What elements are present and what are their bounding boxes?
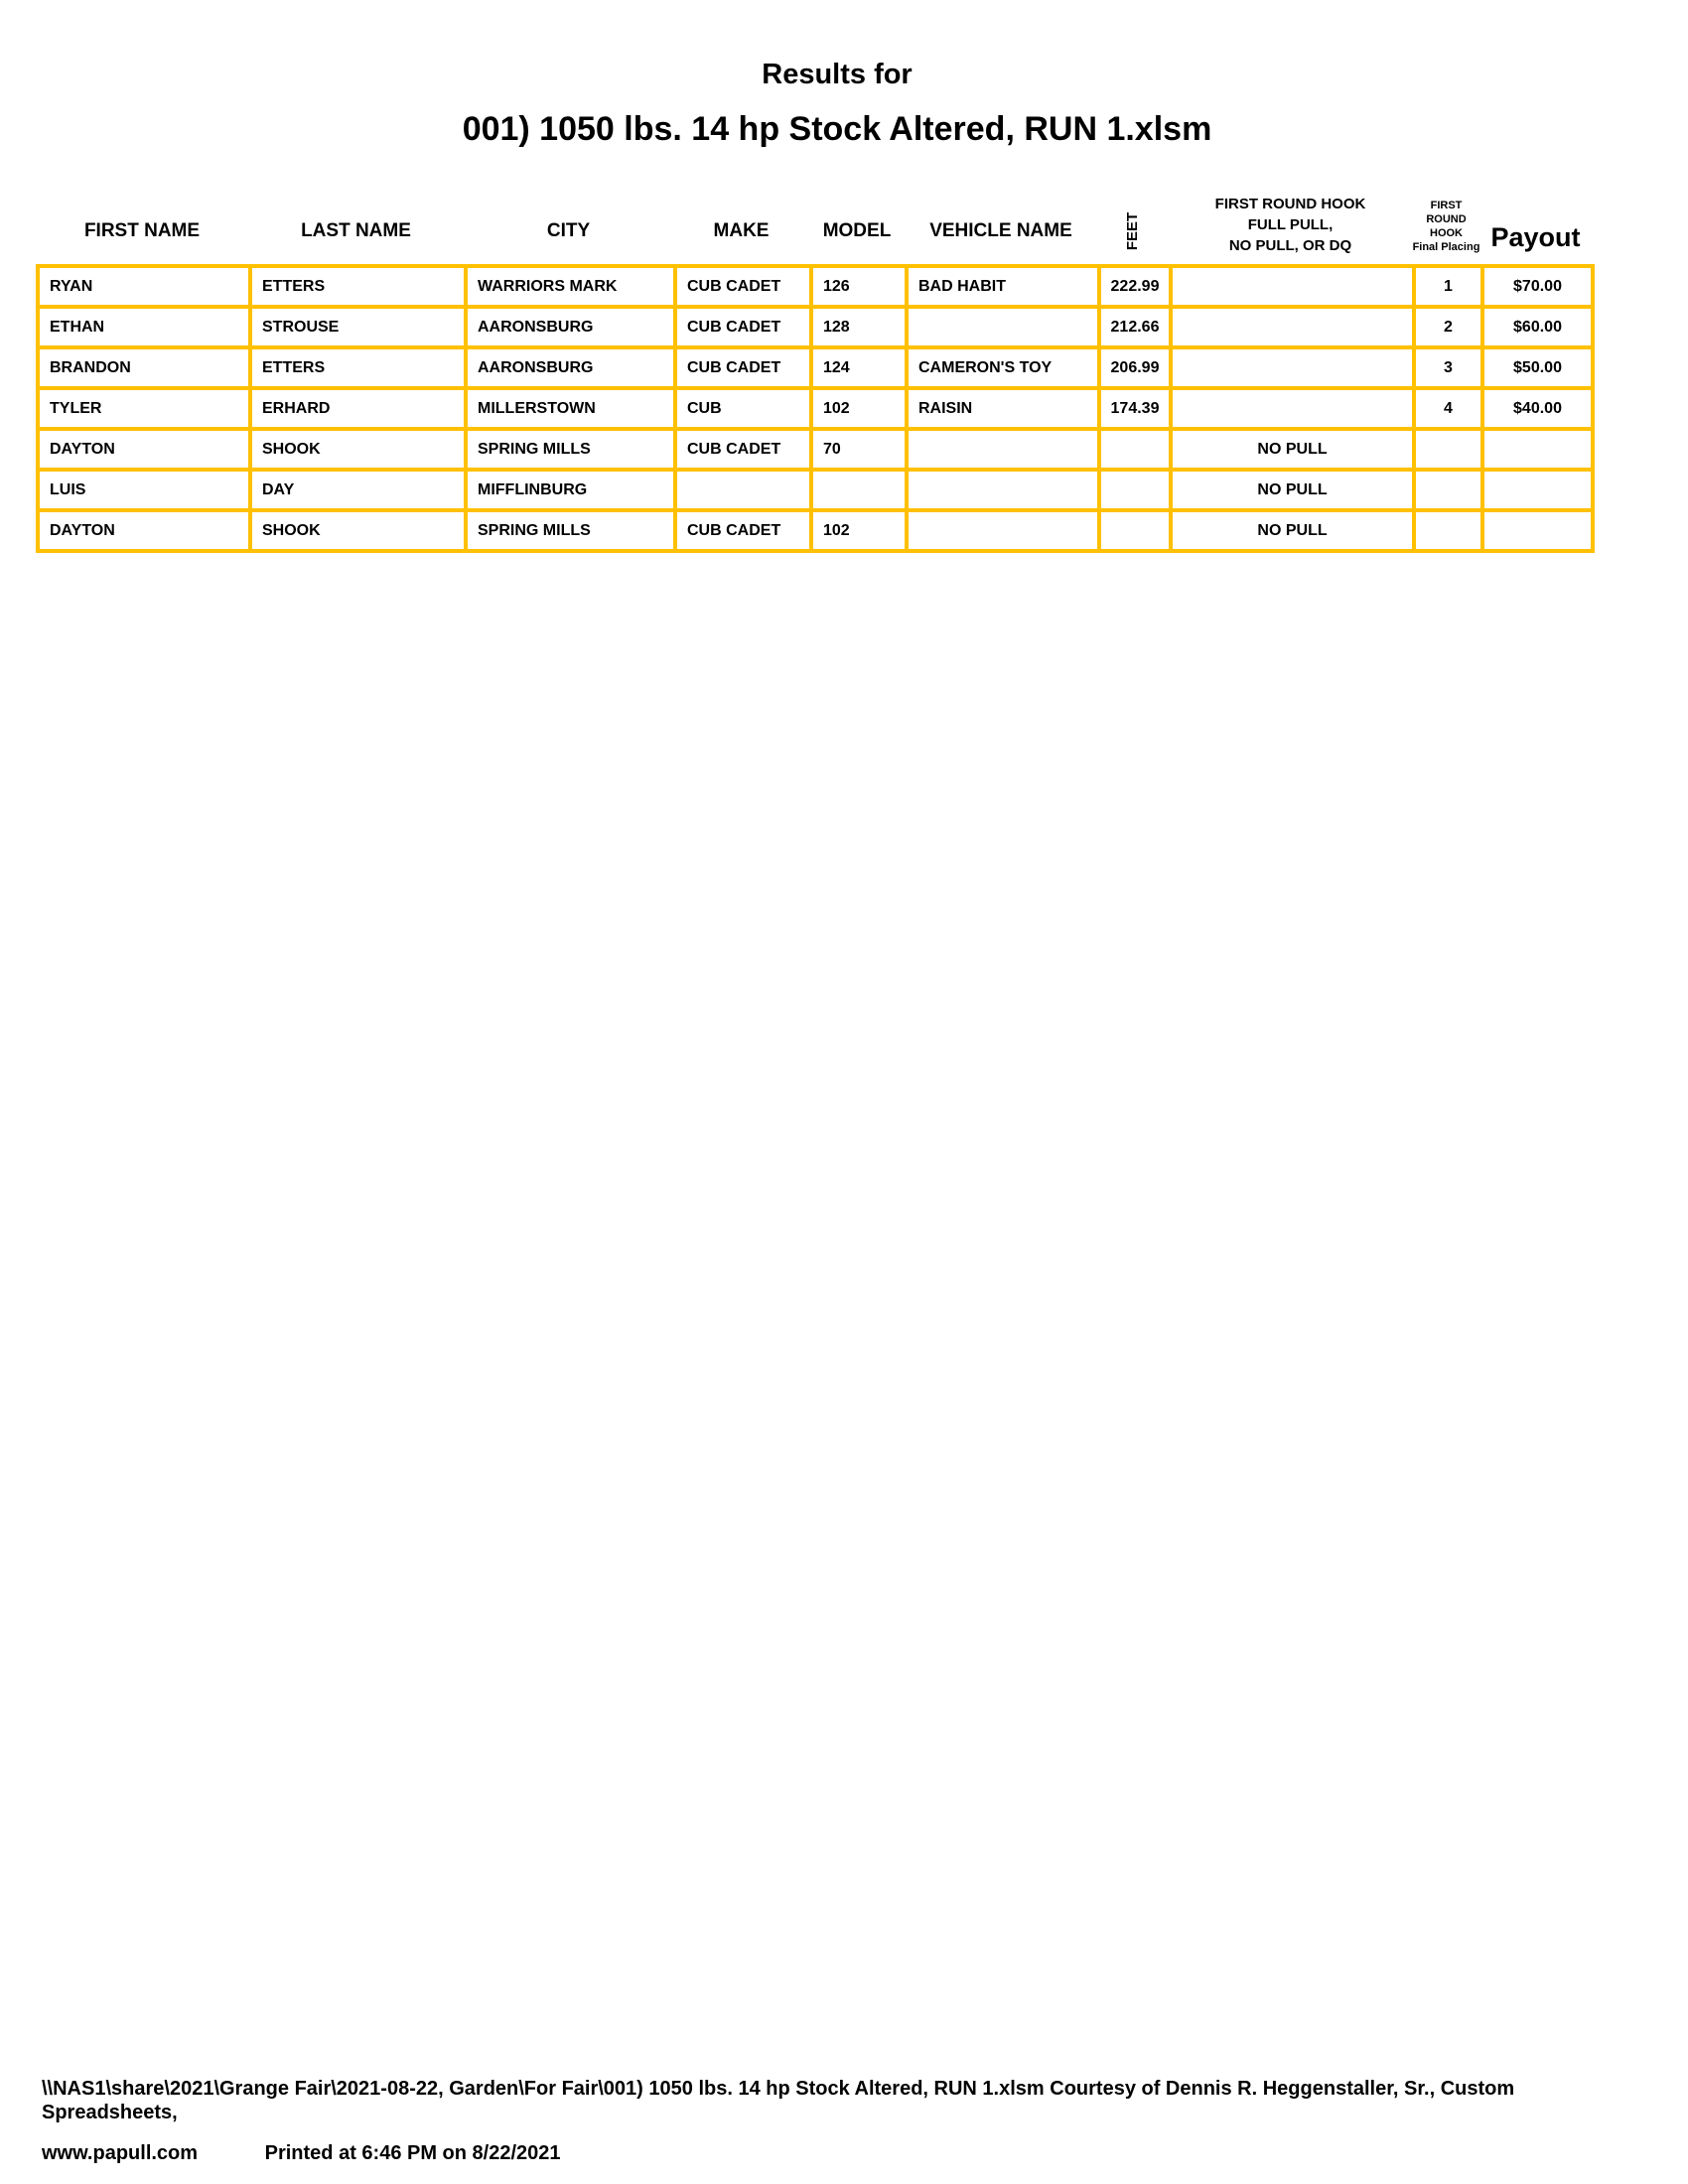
cell-feet (1099, 429, 1171, 470)
cell-first-name: DAYTON (38, 429, 250, 470)
cell-first-name: ETHAN (38, 307, 250, 347)
cell-hook-result: NO PULL (1171, 429, 1414, 470)
cell-model: 124 (811, 347, 907, 388)
cell-make: CUB CADET (675, 266, 811, 307)
table-row (38, 307, 1593, 347)
cell-first-name: DAYTON (38, 510, 250, 551)
header-feet-rotated-label: FEET (1124, 211, 1141, 251)
cell-feet: 212.66 (1099, 307, 1171, 347)
cell-vehicle-name (907, 307, 1099, 347)
footer-website: www.papull.com (42, 2142, 199, 2164)
page-title: Results for (762, 59, 913, 90)
cell-first-name: TYLER (38, 388, 250, 429)
cell-city: MILLERSTOWN (466, 388, 675, 429)
cell-city: AARONSBURG (466, 307, 675, 347)
cell-city: AARONSBURG (466, 347, 675, 388)
header-final-placing: FIRST ROUND HOOK Final Placing (1412, 200, 1480, 253)
cell-vehicle-name: BAD HABIT (907, 266, 1099, 307)
cell-feet (1099, 470, 1171, 510)
cell-final-placing (1414, 429, 1482, 470)
footer-line2 (42, 2141, 1650, 2165)
table-row (38, 470, 1593, 510)
cell-city: WARRIORS MARK (466, 266, 675, 307)
cell-final-placing: 2 (1414, 307, 1482, 347)
cell-last-name: ETTERS (250, 266, 466, 307)
cell-final-placing: 3 (1414, 347, 1482, 388)
table-row (38, 429, 1593, 470)
header-last-name: LAST NAME (301, 220, 411, 241)
table-row (38, 510, 1593, 551)
cell-model: 102 (811, 388, 907, 429)
cell-model: 70 (811, 429, 907, 470)
cell-final-placing (1414, 470, 1482, 510)
cell-model: 128 (811, 307, 907, 347)
cell-model: 102 (811, 510, 907, 551)
cell-final-placing: 1 (1414, 266, 1482, 307)
cell-last-name: ETTERS (250, 347, 466, 388)
header-first-name: FIRST NAME (83, 220, 201, 241)
footer-printed-timestamp: Printed at 6:46 PM on 8/22/2021 (264, 2142, 561, 2164)
cell-vehicle-name (907, 510, 1099, 551)
cell-model: 126 (811, 266, 907, 307)
cell-last-name: DAY (250, 470, 466, 510)
header-make: MAKE (713, 220, 770, 241)
cell-first-name: LUIS (38, 470, 250, 510)
cell-payout: $50.00 (1482, 347, 1593, 388)
cell-final-placing (1414, 510, 1482, 551)
cell-hook-result (1171, 266, 1414, 307)
results-table (36, 264, 1595, 553)
cell-make: CUB CADET (675, 347, 811, 388)
cell-payout: $40.00 (1482, 388, 1593, 429)
cell-payout: $60.00 (1482, 307, 1593, 347)
cell-feet: 206.99 (1099, 347, 1171, 388)
cell-make: CUB CADET (675, 510, 811, 551)
header-first-round-hook-result: FIRST ROUND HOOK FULL PULL, NO PULL, OR DQ (1214, 196, 1366, 254)
cell-payout (1482, 510, 1593, 551)
cell-first-name: RYAN (38, 266, 250, 307)
cell-make: CUB (675, 388, 811, 429)
title-block (60, 58, 1615, 149)
header-model: MODEL (822, 220, 892, 241)
cell-last-name: ERHARD (250, 388, 466, 429)
cell-hook-result (1171, 347, 1414, 388)
cell-last-name: SHOOK (250, 510, 466, 551)
cell-payout (1482, 429, 1593, 470)
cell-city: MIFFLINBURG (466, 470, 675, 510)
header-city: CITY (546, 220, 591, 241)
cell-make: CUB CADET (675, 307, 811, 347)
cell-vehicle-name (907, 470, 1099, 510)
cell-payout: $70.00 (1482, 266, 1593, 307)
cell-city: SPRING MILLS (466, 510, 675, 551)
table-header-row (36, 163, 1591, 264)
cell-payout (1482, 470, 1593, 510)
cell-final-placing: 4 (1414, 388, 1482, 429)
cell-vehicle-name (907, 429, 1099, 470)
header-feet (1097, 163, 1169, 264)
cell-first-name: BRANDON (38, 347, 250, 388)
table-row (38, 388, 1593, 429)
header-vehicle-name: VEHICLE NAME (929, 220, 1072, 241)
cell-model (811, 470, 907, 510)
cell-make (675, 470, 811, 510)
cell-feet: 174.39 (1099, 388, 1171, 429)
table-row (38, 347, 1593, 388)
cell-city: SPRING MILLS (466, 429, 675, 470)
cell-last-name: STROUSE (250, 307, 466, 347)
page-footer (42, 2077, 1650, 2165)
cell-feet: 222.99 (1099, 266, 1171, 307)
cell-feet (1099, 510, 1171, 551)
cell-hook-result (1171, 388, 1414, 429)
cell-hook-result: NO PULL (1171, 470, 1414, 510)
header-payout: Payout (1490, 222, 1581, 252)
footer-file-path: \\NAS1\share\2021\Grange Fair\2021-08-22, Garden\For Fair\001) 1050 lbs. 14 hp Stock Altered, RUN 1.xlsm Courtesy of Dennis R. Heggenstaller, Sr., Custom Spreadsheets, (42, 2078, 1515, 2123)
cell-make: CUB CADET (675, 429, 811, 470)
cell-last-name: SHOOK (250, 429, 466, 470)
cell-hook-result (1171, 307, 1414, 347)
cell-vehicle-name: CAMERON'S TOY (907, 347, 1099, 388)
cell-hook-result: NO PULL (1171, 510, 1414, 551)
table-row (38, 266, 1593, 307)
cell-vehicle-name: RAISIN (907, 388, 1099, 429)
page-subtitle-filename: 001) 1050 lbs. 14 hp Stock Altered, RUN 1.xlsm (462, 110, 1212, 148)
